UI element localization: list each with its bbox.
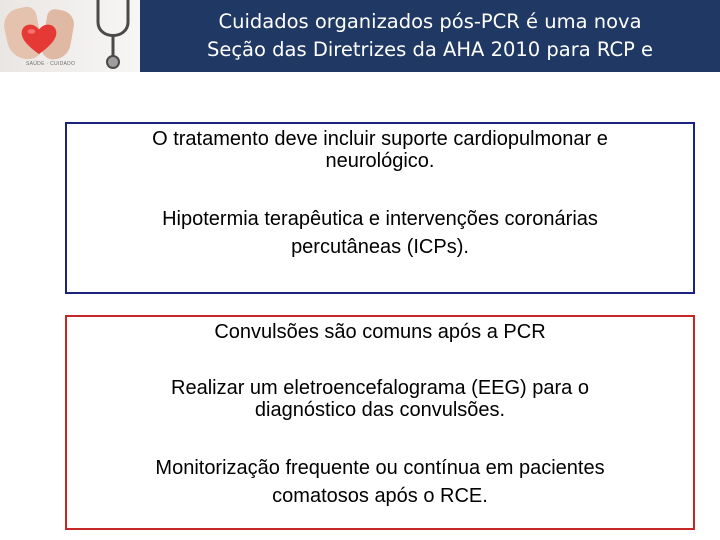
title-line-2: Seção das Diretrizes da AHA 2010 para RCP e — [206, 38, 654, 61]
hypothermia-line-1: Hipotermia terapêutica e intervenções coronárias — [162, 208, 598, 230]
seizures-common-line: Convulsões são comuns após a PCR — [214, 321, 546, 343]
hypothermia-line-2: percutâneas (ICPs). — [291, 236, 469, 258]
heart-icon — [20, 22, 58, 56]
brand-label: SAÚDE · CUIDADO — [26, 61, 76, 67]
eeg-line-2: diagnóstico das convulsões. — [254, 399, 506, 421]
treatment-box — [65, 122, 695, 294]
eeg-line-1: Realizar um eletroencefalograma (EEG) para o — [171, 377, 589, 399]
monitoring-line-2: comatosos após o RCE. — [272, 485, 488, 507]
header-photo — [0, 0, 150, 72]
treatment-support-line-2: neurológico. — [325, 150, 435, 172]
stethoscope-icon — [88, 0, 138, 70]
seizures-box — [65, 315, 695, 530]
treatment-support-line-1: O tratamento deve incluir suporte cardiopulmonar e — [152, 128, 608, 150]
title-banner — [140, 0, 720, 72]
monitoring-line-1: Monitorização frequente ou contínua em pacientes — [155, 457, 605, 479]
title-line-1: Cuidados organizados pós-PCR é uma nova — [218, 10, 642, 33]
